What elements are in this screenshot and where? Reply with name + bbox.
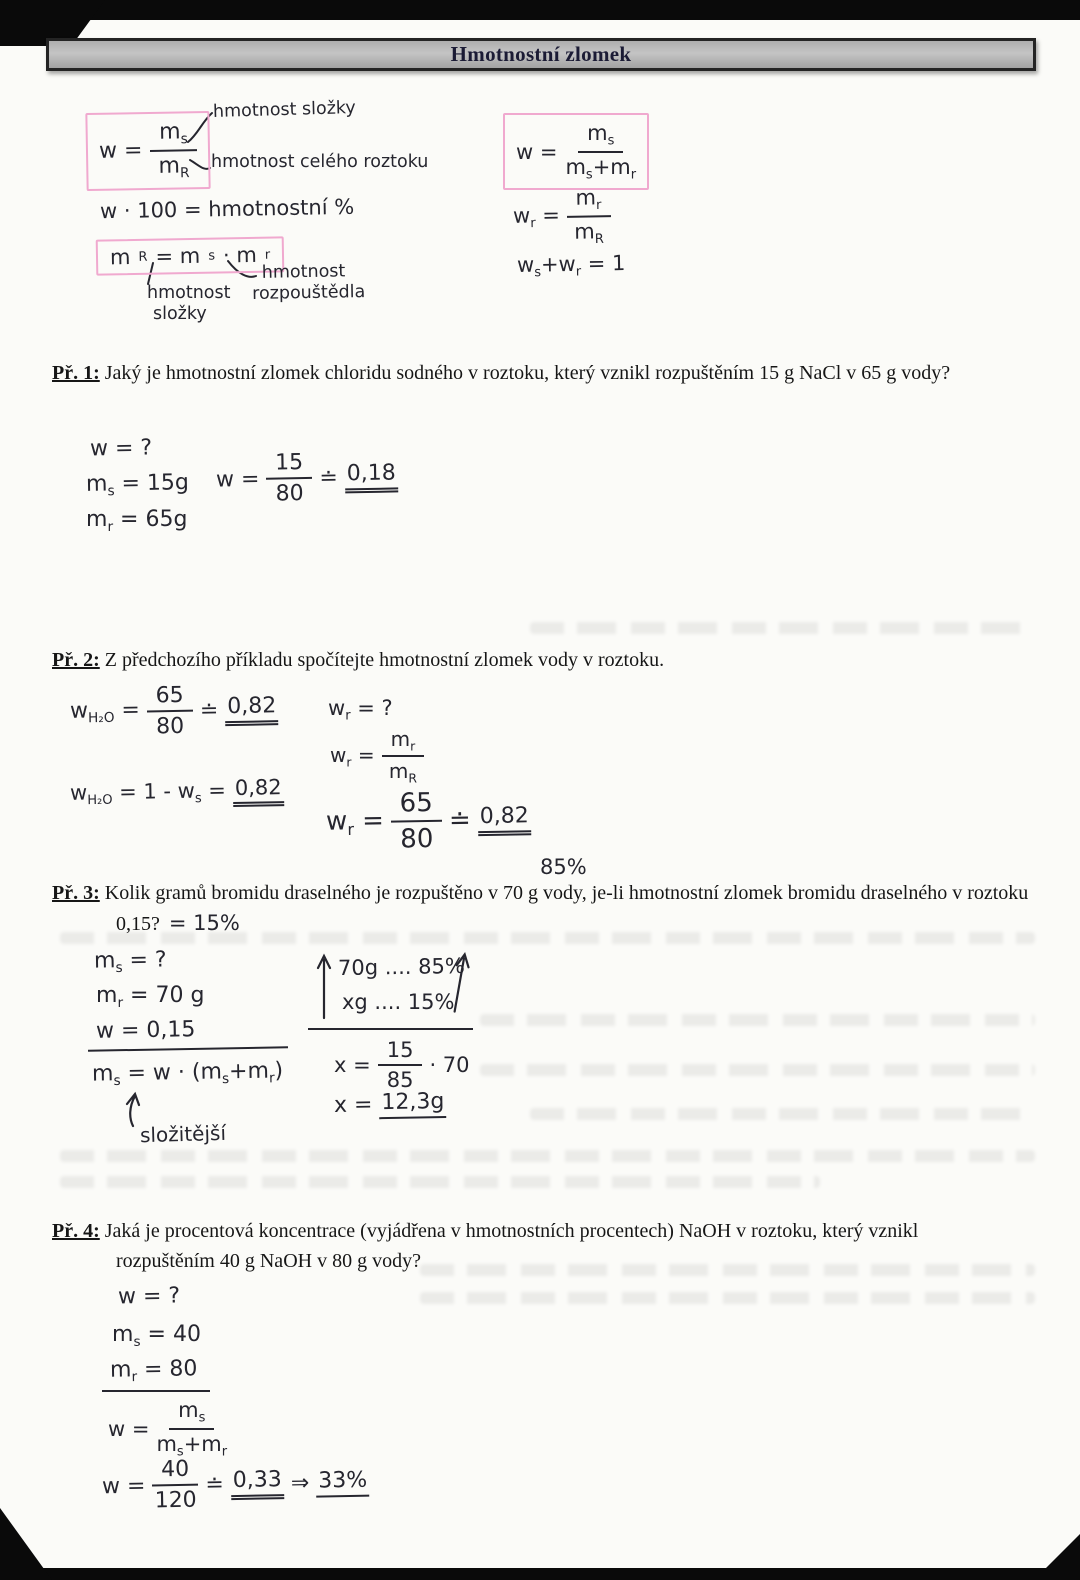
fraction: [390, 788, 442, 855]
fraction-denominator: 80: [400, 823, 434, 855]
calc-lhs: $w_r$ =: [330, 743, 375, 770]
result-value: 0,18: [345, 460, 399, 493]
p1-given-ms: $m_s = 15g$: [85, 470, 190, 500]
approx-sign: ≐: [319, 464, 339, 491]
fraction: [566, 185, 611, 247]
p2-complement: [70, 775, 284, 810]
bleed-through-artifact: [60, 1150, 1035, 1162]
fraction-denominator: $m_R$: [158, 153, 190, 181]
fraction-denominator: $m_R$: [388, 759, 417, 786]
approx-sign: ≐: [448, 805, 472, 836]
fraction-numerator: 65: [146, 683, 192, 713]
fraction-numerator: 15: [266, 450, 312, 480]
fraction-numerator: $m_r$: [382, 727, 425, 757]
formula-fraction-sum-rule: $w_s+w_r = 1$: [516, 251, 626, 281]
p2-calculation-water: [70, 681, 279, 741]
p1-unknown: w = ?: [89, 435, 153, 462]
p3-formula: $m_s = w \cdot (m_s+m_r)$: [91, 1058, 284, 1090]
approx-sign: ≐: [205, 1471, 225, 1498]
problem-4-statement: [52, 1216, 1012, 1276]
fraction: [565, 121, 636, 182]
annotation-line: hmotnost: [147, 283, 231, 303]
problem-label: Př. 1:: [52, 362, 100, 384]
p3-note-85-percent: 85%: [540, 855, 587, 879]
p3-result: [334, 1089, 447, 1120]
up-arrow-icon: [316, 950, 332, 1020]
annotation-line: hmotnost: [261, 261, 346, 283]
fraction-numerator: 65: [390, 788, 442, 823]
separator-line: [88, 1046, 288, 1051]
fraction: [382, 727, 425, 786]
scan-edge-top: [0, 0, 1080, 20]
result-value: 0,82: [233, 775, 284, 807]
annotation-mass-of-solution: hmotnost celého roztoku: [211, 152, 429, 172]
separator-line: [308, 1028, 473, 1030]
fraction: [156, 1398, 227, 1459]
fraction-denominator: 80: [155, 713, 185, 740]
fraction-numerator: $m_s$: [150, 119, 197, 152]
formula-mass-fraction-definition: [85, 111, 210, 191]
problem-label: Př. 3:: [52, 882, 100, 904]
fraction-denominator: 80: [275, 481, 304, 507]
calc-lhs: $w_{H_2O}$ =: [69, 697, 141, 727]
bleed-through-artifact: [530, 622, 1030, 634]
calc-lhs: $w_{H_2O} = 1 - w_s$ =: [69, 777, 227, 808]
fraction-numerator: $m_s$: [578, 121, 623, 153]
fraction-numerator: 15: [378, 1038, 423, 1066]
fraction-denominator: 85: [386, 1068, 414, 1092]
fraction: [146, 683, 193, 740]
fraction-denominator: $m_s+m_r$: [565, 154, 637, 183]
formula-mass-fraction-alt: [503, 113, 649, 190]
fraction: [150, 119, 198, 181]
p3-calculation: [334, 1038, 470, 1092]
problem-text: Jaká je procentová koncentrace (vyjádřena v hmotnostních procentech) NaOH v roztoku, který vznikl rozpuštěním 40 g NaOH v 80 g vody?: [104, 1220, 919, 1272]
p4-calculation: [102, 1454, 370, 1515]
implies-arrow-icon: ⇒: [290, 1470, 310, 1496]
bleed-through-artifact: [480, 1014, 1035, 1026]
calc-lhs: x =: [334, 1053, 371, 1077]
p3-unknown: $m_s$ = ?: [93, 947, 167, 977]
annotation-mass-of-solvent: [252, 261, 366, 305]
calc-lhs: w =: [101, 1473, 146, 1499]
page-title: Hmotnostní zlomek: [450, 42, 632, 66]
fraction-numerator: $m_s$: [169, 1398, 214, 1430]
problem-text: Kolik gramů bromidu draselného je rozpuštěno v 70 g vody, je-li hmotnostní zlomek bromidu draselného v roztoku 0,15?: [104, 882, 1029, 935]
problem-3-statement: [52, 878, 1052, 940]
fraction-denominator: $m_s+m_r$: [156, 1431, 228, 1460]
fraction: [266, 450, 313, 507]
p2-formula: [330, 727, 424, 786]
calc-lhs: w =: [215, 466, 260, 493]
calc-lhs: w =: [108, 1416, 150, 1441]
fraction: [152, 1457, 199, 1514]
calc-rhs: · 70: [429, 1053, 470, 1077]
fraction: [378, 1038, 423, 1092]
p3-note-harder: složitější: [139, 1120, 227, 1148]
annotation-mass-of-component: hmotnost složky: [212, 98, 357, 122]
fraction-denominator: $m_R$: [574, 218, 605, 247]
fraction-numerator: 40: [152, 1457, 198, 1487]
problem-label: Př. 4:: [52, 1220, 100, 1242]
result-percent: 33%: [316, 1467, 369, 1497]
p4-unknown: w = ?: [117, 1283, 181, 1310]
p1-given-mr: $m_r = 65g$: [86, 507, 188, 535]
bleed-through-artifact: [420, 1292, 1035, 1304]
result-value: 0,82: [478, 803, 532, 836]
separator-line: [102, 1390, 210, 1392]
calc-lhs: x =: [333, 1092, 373, 1118]
p3-given-w: w = 0,15: [95, 1017, 196, 1044]
approx-sign: ≐: [199, 697, 219, 724]
annotation-mass-of-component-2: [147, 283, 237, 325]
problem-text: Jaký je hmotnostní zlomek chloridu sodného v roztoku, který vznikl rozpuštěním 15 g NaCl v 65 g vody?: [104, 362, 951, 384]
p2-calculation-solvent: [325, 786, 531, 856]
p4-formula: [108, 1398, 227, 1459]
bleed-through-artifact: [60, 1176, 820, 1188]
p3-ratio-1: 70g .... 85%: [337, 953, 465, 981]
p3-note-15-percent: = 15%: [168, 911, 240, 935]
problem-label: Př. 2:: [52, 649, 100, 671]
formula-percent-rule: w · 100 = hmotnostní %: [99, 194, 355, 224]
fraction-denominator: 120: [154, 1487, 197, 1514]
formula-solvent-fraction: [512, 185, 611, 248]
result-value: 12,3g: [379, 1089, 446, 1119]
formula-lhs: w =: [516, 139, 558, 164]
annotation-line: složky: [153, 304, 207, 324]
p4-given-ms: $m_s = 40$: [112, 1322, 201, 1350]
bleed-through-artifact: [480, 1064, 1035, 1076]
annotation-line: rozpouštědla: [252, 282, 366, 304]
p3-given-mr: $m_r = 70$ g: [96, 983, 205, 1011]
problem-2-statement: [52, 645, 952, 675]
scan-edge-bottom: [0, 1568, 1080, 1580]
p4-given-mr: $m_r = 80$: [109, 1356, 198, 1386]
calc-lhs: $w_r$ =: [325, 805, 385, 839]
problem-1-statement: [52, 358, 987, 388]
result-value: 0,33: [231, 1467, 285, 1500]
formula-lhs: w =: [98, 138, 143, 165]
fraction-numerator: $m_r$: [566, 185, 610, 217]
p1-calculation: [216, 448, 399, 507]
problem-text: Z předchozího příkladu spočítejte hmotnostní zlomek vody v roztoku.: [104, 649, 665, 671]
bleed-through-artifact: [530, 1108, 1035, 1120]
page-title-bar: [46, 38, 1036, 71]
scan-edge-bottom-right: [1034, 1534, 1080, 1580]
formula-lhs: $w_r$ =: [512, 202, 561, 231]
p3-ratio-2: xg .... 15%: [342, 990, 455, 1014]
p2-unknown: $w_r$ = ?: [328, 696, 393, 724]
result-value: 0,82: [225, 693, 279, 726]
formula-solution-mass-rule: m R = m s · m r: [96, 236, 285, 275]
